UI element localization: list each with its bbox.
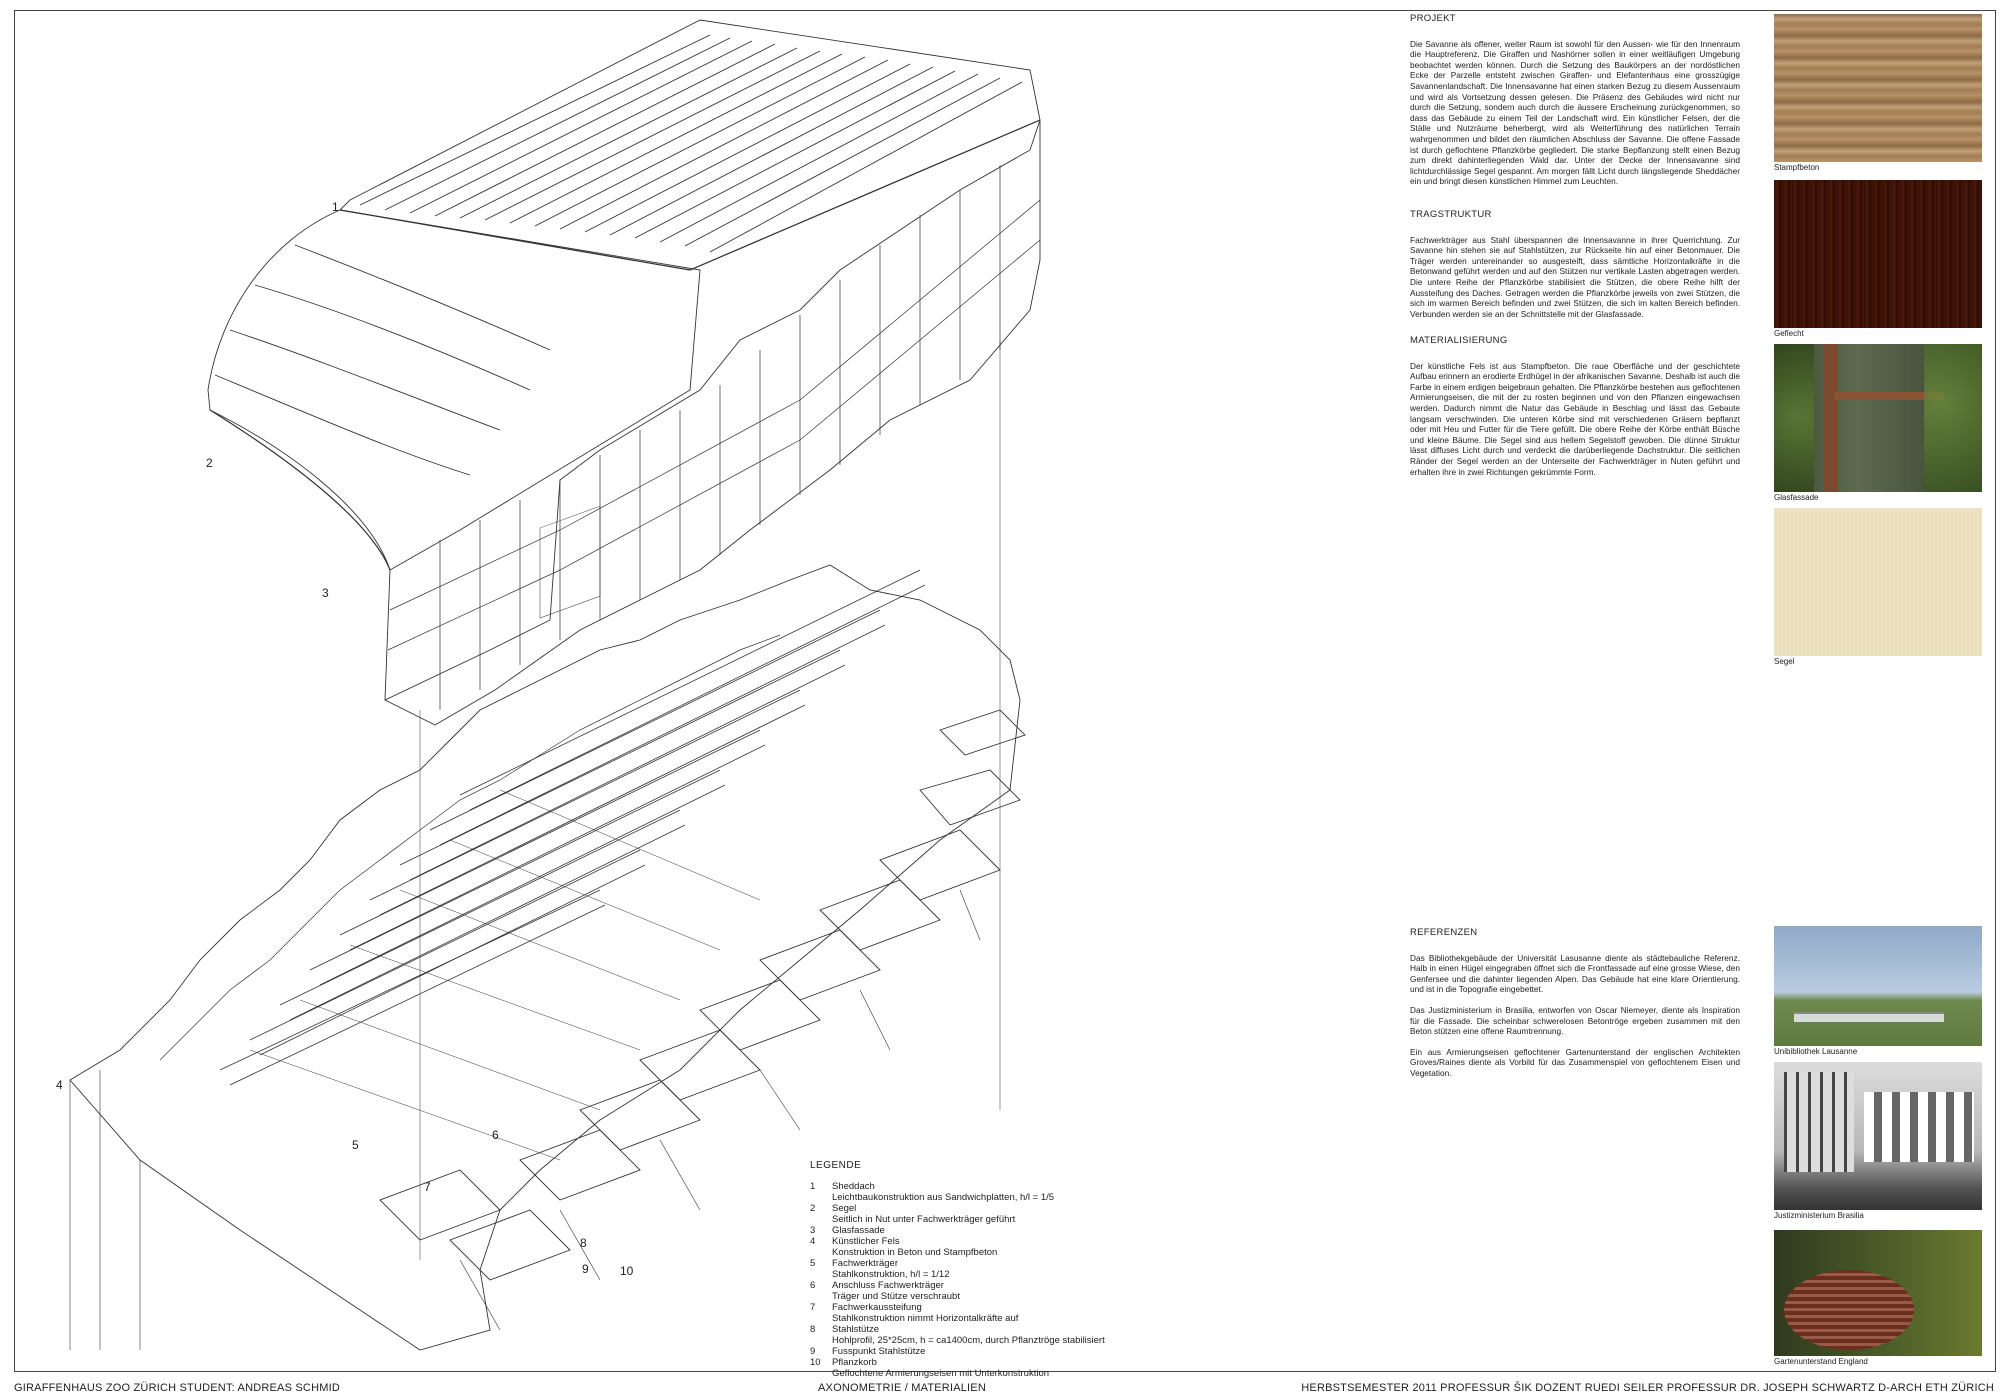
legend-item bbox=[810, 1324, 1110, 1346]
legend-item bbox=[810, 1258, 1110, 1280]
legend-item-text: Anschluss Fachwerkträger bbox=[832, 1280, 944, 1291]
legend-item-text: Seitlich in Nut unter Fachwerkträger geführt bbox=[832, 1214, 1016, 1225]
reference-caption: Unibibliothek Lausanne bbox=[1774, 1047, 1858, 1056]
section-title: PROJEKT bbox=[1410, 13, 1456, 24]
axonometric-drawing bbox=[40, 10, 1400, 1360]
section-text: Das Justizministerium in Brasilia, entworfen von Oscar Niemeyer, diente als Inspiration für die Fassade. Die scheinbar schwerelosen Betontröge ergeben zusammen mit den Beton stützen eine offene Raumtrennung. bbox=[1410, 1004, 1740, 1037]
legend-item-number: 6 bbox=[810, 1280, 816, 1291]
drawing-number-4: 4 bbox=[56, 1078, 63, 1092]
reference-caption: Gartenunterstand England bbox=[1774, 1357, 1868, 1366]
sheddach-roof bbox=[340, 20, 1040, 270]
section-text: Ein aus Armierungseisen geflochtener Gartenunterstand der englischen Architekten Groves/Raines diente als Vorbild für das Zusammenspiel von geflochtenem Eisen und Vegetation. bbox=[1410, 1046, 1740, 1078]
section-title: MATERIALISIERUNG bbox=[1410, 335, 1508, 346]
drawing-number-10: 10 bbox=[620, 1264, 634, 1278]
footer-left: GIRAFFENHAUS ZOO ZÜRICH STUDENT: ANDREAS SCHMID bbox=[14, 1382, 340, 1394]
legend-item-number: 7 bbox=[810, 1302, 816, 1313]
legend-item-text: Glasfassade bbox=[832, 1225, 885, 1236]
section-text: Das Bibliothekgebäude der Universität Lasusanne diente als städtebauliche Referenz. Halb in einen Hügel eingegraben öffnet sich die Frontfassade auf eine grosse Wiese, den Genfersee und die dahinter liegenden Alpen. Das Gebäude hat eine klare Orientierung. und ist in die Topografie eingebettet. bbox=[1410, 952, 1740, 995]
section-text: Fachwerkträger aus Stahl überspannen die Innensavanne in ihrer Querrichtung. Zur Savanne hin stehen sie auf Stahlstützen, zur Rückseite hin auf einer Betonmauer. Die Träger werden untereinander so ausgesteift, dass sämtliche Horizontalkräfte in die Betonwand geführt werden und auf den Stützen nur vertikale Lasten abgetragen werden. Die untere Reihe der Pflanzkörbe stabilisiert die Stützen, die obere Reihe hilft der Aussteifung des Daches. Getragen werden die Pflanzkörbe jeweils von zwei Stützen, die sich im warmen Bereich befinden und zwei Stützen, die sich im kalten Bereich befinden. Verbunden werden sie an der Schnittstelle mit der Glasfassade. bbox=[1410, 234, 1740, 319]
section-title: TRAGSTRUKTUR bbox=[1410, 209, 1492, 220]
legend-item-text: Geflochtene Armierungseisen mit Unterkonstruktion bbox=[832, 1368, 1050, 1379]
legend-item-number: 10 bbox=[810, 1357, 821, 1368]
legend-item-number: 2 bbox=[810, 1203, 816, 1214]
legend-item-text: Konstruktion in Beton und Stampfbeton bbox=[832, 1247, 998, 1258]
drawing-number-3: 3 bbox=[322, 586, 329, 600]
legend-item-number: 1 bbox=[810, 1181, 816, 1192]
legend-item-number: 3 bbox=[810, 1225, 816, 1236]
legend-item-text: Künstlicher Fels bbox=[832, 1236, 900, 1247]
legend-item-text: Segel bbox=[832, 1203, 857, 1214]
gartenunterstand-photo bbox=[1774, 1230, 1982, 1356]
legend-item-number: 5 bbox=[810, 1258, 816, 1269]
legend-item-text: Fusspunkt Stahlstütze bbox=[832, 1346, 926, 1357]
reference-gartenunterstand bbox=[1774, 1230, 1982, 1366]
material-geflecht bbox=[1774, 180, 1982, 338]
drawing-number-7: 7 bbox=[424, 1180, 431, 1194]
stampfbeton-texture-image bbox=[1774, 14, 1982, 162]
section-referenzen bbox=[1410, 928, 1740, 1089]
drawing-number-6: 6 bbox=[492, 1128, 499, 1142]
glasfassade bbox=[385, 120, 1040, 725]
legend-item-text: Pflanzkorb bbox=[832, 1357, 877, 1368]
drawing-number-2: 2 bbox=[206, 456, 213, 470]
material-segel bbox=[1774, 508, 1982, 666]
legend-item-text: Fachwerkträger bbox=[832, 1258, 898, 1269]
material-caption: Geflecht bbox=[1774, 329, 1804, 338]
material-glasfassade bbox=[1774, 344, 1982, 502]
footer-center: AXONOMETRIE / MATERIALIEN bbox=[818, 1382, 986, 1394]
glasfassade-photo bbox=[1774, 344, 1982, 492]
section-tragstruktur bbox=[1410, 210, 1740, 329]
drawing-number-5: 5 bbox=[352, 1138, 359, 1152]
drawing-number-9: 9 bbox=[582, 1262, 589, 1276]
justizministerium-photo bbox=[1774, 1062, 1982, 1210]
legend-item-text: Stahlkonstruktion, h/l = 1/12 bbox=[832, 1269, 950, 1280]
legend-item bbox=[810, 1346, 1110, 1357]
legend-item-text: Leichtbaukonstruktion aus Sandwichplatten, h/l = 1/5 bbox=[832, 1192, 1055, 1203]
legend-item-text: Stahlkonstruktion nimmt Horizontalkräfte auf bbox=[832, 1313, 1019, 1324]
legend-item-text: Stahlstütze bbox=[832, 1324, 879, 1335]
legend-item bbox=[810, 1236, 1110, 1258]
section-text: Der künstliche Fels ist aus Stampfbeton. Die raue Oberfläche und der geschichtete Aufbau erinnern an erodierte Erdhügel in der afrikanischen Savanne. Deshalb ist auch die Farbe in einem erdigen beigebraun gehalten. Die Pflanzkörbe bestehen aus geflochtenen Armierungseisen, die mit der zu rosten beginnen und von den Pflanzen eingewachsen werden. Dadurch nimmt die Natur das Gebäude in Beschlag und lässt das Gebaute langsam verschwinden. Die unteren Körbe sind mit verschiedenen Gräsern bepflanzt oder mit Heu und Futter für die Tiere gefüllt. Die obere Reihe der Körbe enthält Büsche und kleine Bäume. Die Segel sind aus hellem Segelstoff gewoben. Die dünne Struktur lässt diffuses Licht durch und verdeckt die darüberliegende Dachstruktur. Die seitlichen Ränder der Segel werden an der Unterseite der Fachwerkträger in Nuten geführt und erhalten ihre in zwei Richtungen gekrümmte Form. bbox=[1410, 360, 1740, 477]
reference-unibibliothek bbox=[1774, 926, 1982, 1056]
legend-item-number: 4 bbox=[810, 1236, 816, 1247]
segel-vault bbox=[208, 210, 700, 570]
material-stampfbeton bbox=[1774, 14, 1982, 172]
section-title: REFERENZEN bbox=[1410, 927, 1478, 938]
legend-item bbox=[810, 1302, 1110, 1324]
legend bbox=[810, 1160, 1110, 1379]
footer-right: HERBSTSEMESTER 2011 PROFESSUR ŠIK DOZENT RUEDI SEILER PROFESSUR DR. JOSEPH SCHWARTZ D-ARCH ETH ZÜRICH bbox=[1301, 1382, 1994, 1394]
section-materialisierung bbox=[1410, 336, 1740, 487]
legend-item-text: Sheddach bbox=[832, 1181, 875, 1192]
legend-item-text: Hohlprofil, 25*25cm, h = ca1400cm, durch Pflanztröge stabilisiert bbox=[832, 1335, 1105, 1346]
section-projekt bbox=[1410, 14, 1740, 197]
legend-item bbox=[810, 1181, 1110, 1203]
legend-item-number: 8 bbox=[810, 1324, 816, 1335]
geflecht-texture-image bbox=[1774, 180, 1982, 328]
drawing-number-8: 8 bbox=[580, 1236, 587, 1250]
section-text: Die Savanne als offener, weiter Raum ist sowohl für den Aussen- wie für den Innenraum die Hauptreferenz. Die Giraffen und Nashörner sollen in einer weitläufigen Umgebung beobachtet werden können. Durch die Setzung des Baukörpers an der nordöstlichen Ecke der Parzelle entsteht zwischen Giraffen- und Elefantenhaus eine grosszügige Savannenlandschaft. Die Innensavanne hat einen starken Bezug zu diesem Aussenraum und wird als Vortsetzung dessen gelesen. Die Präsenz des Gebäudes wird nicht nur durch die Setzung, sondern auch durch die äussere Erscheinung zurückgenommen, so dass das Gebäude zu einem Teil der Landschaft wird. Ein künstlicher Felsen, der die Ställe und Nutzräume beherbergt, wird als Weiterführung des natürlichen Terrain wahrgenommen und bildet den räumlichen Abschluss der Savanne. Die offene Fassade ist durch geflochtene Pflanzkörbe gegliedert. Die starke Bepflanzung stellt einen Bezug zum direkt dahinterliegenden Wald dar. Unter der Decke der Innensavanne sind lichtdurchlässige Segel gespannt. Am morgen fällt Licht durch längsliegende Sheddächer ein und bringt diesen künstlichen Himmel zum Leuchten. bbox=[1410, 38, 1740, 187]
legend-item-text: Träger und Stütze verschraubt bbox=[832, 1291, 960, 1302]
legend-item bbox=[810, 1357, 1110, 1379]
material-caption: Glasfassade bbox=[1774, 493, 1819, 502]
fachwerktraeger bbox=[220, 570, 925, 1160]
drawing-number-1: 1 bbox=[332, 200, 339, 214]
material-caption: Stampfbeton bbox=[1774, 163, 1820, 172]
legend-item bbox=[810, 1225, 1110, 1236]
legend-item-number: 9 bbox=[810, 1346, 816, 1357]
legend-item bbox=[810, 1280, 1110, 1302]
material-caption: Segel bbox=[1774, 657, 1795, 666]
legend-item bbox=[810, 1203, 1110, 1225]
segel-texture-image bbox=[1774, 508, 1982, 656]
legend-item-text: Fachwerkaussteifung bbox=[832, 1302, 922, 1313]
reference-justizministerium bbox=[1774, 1062, 1982, 1220]
unibibliothek-photo bbox=[1774, 926, 1982, 1046]
legend-title: LEGENDE bbox=[810, 1160, 862, 1171]
reference-caption: Justizministerium Brasilia bbox=[1774, 1211, 1864, 1220]
